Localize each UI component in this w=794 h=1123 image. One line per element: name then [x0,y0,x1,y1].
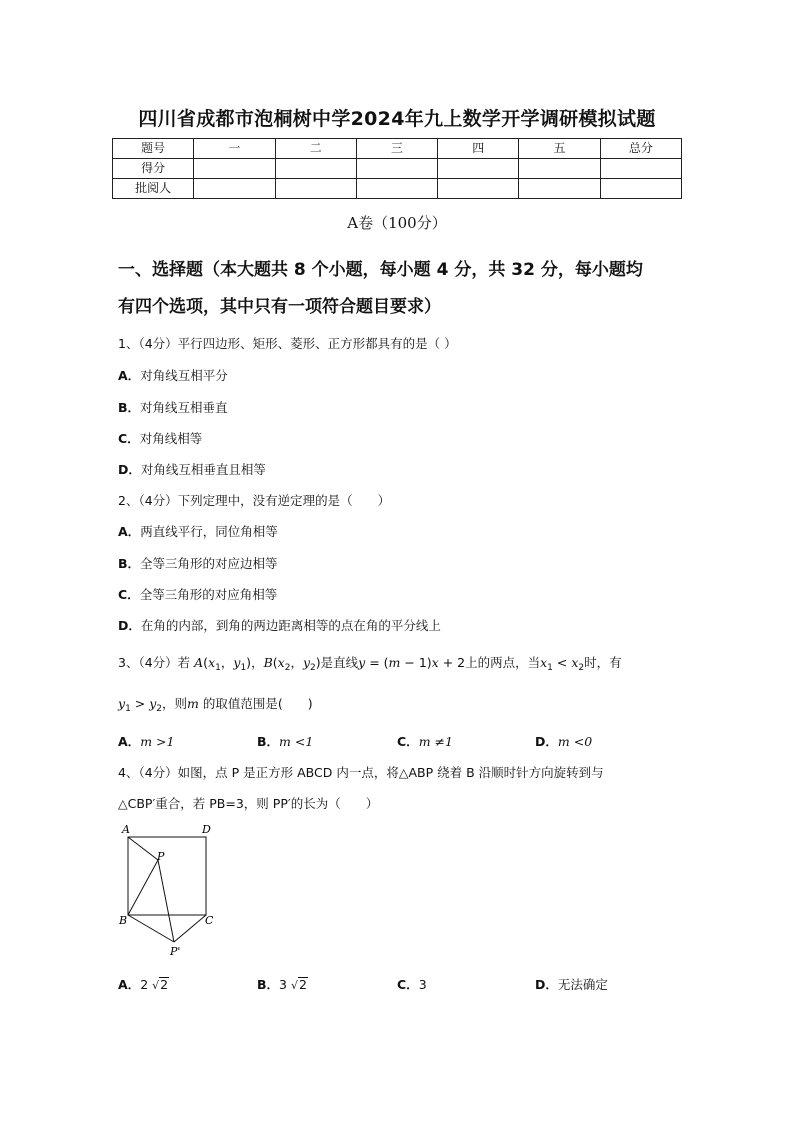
segment-bp-prime [128,915,174,942]
q3-text-when: 时，有 [584,655,622,670]
q2-option-c[interactable] [118,585,277,603]
score-cell[interactable] [194,159,275,179]
header-cell: 三 [356,139,437,159]
score-table [112,138,682,199]
header-cell: 总分 [600,139,681,159]
q3-option-c[interactable] [397,732,453,750]
square-abcd [128,837,206,915]
sqrt-argument: 2 [298,977,307,992]
q2-option-b[interactable] [118,554,278,572]
q2-stem: 2、（4分）下列定理中，没有逆定理的是（ ） [118,493,391,508]
option-letter: A． [118,977,141,992]
option-letter: D． [118,618,141,633]
option-letter: C． [118,431,140,446]
option-text: 对角线相等 [139,431,203,446]
sqrt-symbol: √ [152,979,160,992]
grader-cell[interactable] [600,179,681,199]
option-letter: C． [397,977,419,992]
label-p: P [157,850,165,863]
square-rotation-figure [112,818,232,958]
q4-option-a[interactable] [118,975,169,993]
grader-cell[interactable] [356,179,437,199]
grader-row-label: 批阅人 [113,179,194,199]
header-cell: 题号 [113,139,194,159]
score-cell[interactable] [356,159,437,179]
q4-stem-line2: △CBP′重合，若 PB=3，则 PP′的长为（ ） [118,796,379,811]
sqrt-symbol: √ [290,979,298,992]
segment-pp-prime [158,860,174,942]
section-heading-line2: 有四个选项，其中只有一项符合题目要求） [118,297,441,317]
option-letter: B． [118,556,141,571]
option-text: m ≠1 [418,734,453,749]
grader-cell[interactable] [519,179,600,199]
grader-cell[interactable] [275,179,356,199]
option-text: 在角的内部，到角的两边距离相等的点在角的平分线上 [140,618,441,633]
q4-option-b[interactable] [257,975,308,993]
section-a-title: A卷（100分） [347,214,447,232]
q1-option-a[interactable] [118,366,228,384]
q3-point-a: A [194,655,204,670]
score-table-header-row [113,139,682,159]
option-text: m <1 [279,734,314,749]
option-text: 无法确定 [557,977,608,992]
option-text: 对角线互相垂直且相等 [140,462,266,477]
q3-stem-line2: $y_1 > y_2$，则m 的取值范围是( ) [118,696,313,714]
q3-option-d[interactable] [535,732,592,750]
option-letter: D． [535,977,558,992]
exam-title: 四川省成都市泡桐树中学2024年九上数学开学调研模拟试题 [138,108,656,130]
option-text: 3 [279,977,287,992]
segment-cp-prime [174,915,206,942]
option-letter: B． [257,734,280,749]
option-text: 对角线互相垂直 [140,400,228,415]
option-text: 2 [140,977,149,992]
grader-row [113,179,682,199]
q3-text-points: 上的两点，当 [465,655,541,670]
option-text: 全等三角形的对应边相等 [140,556,278,571]
header-cell: 二 [275,139,356,159]
q1-option-c[interactable] [118,429,202,447]
grader-cell[interactable] [194,179,275,199]
q3-separator: ， [251,655,264,670]
q3-point-b: B [263,655,273,670]
option-letter: C． [397,734,419,749]
q3-option-b[interactable] [257,732,313,750]
score-cell[interactable] [275,159,356,179]
q2-option-a[interactable] [118,522,278,540]
option-text: m <0 [557,734,593,749]
option-letter: D． [118,462,141,477]
label-b: B [119,914,128,927]
q1-stem: 1、（4分）平行四边形、矩形、菱形、正方形都具有的是（ ） [118,336,457,351]
label-p-prime: P' [170,945,181,958]
option-letter: C． [118,587,140,602]
label-d: D [202,823,211,836]
grader-cell[interactable] [438,179,519,199]
option-text: 全等三角形的对应角相等 [139,587,278,602]
q1-option-b[interactable] [118,398,228,416]
q2-option-d[interactable] [118,616,441,634]
header-cell: 四 [438,139,519,159]
segment-ap [128,837,158,860]
score-row [113,159,682,179]
header-cell: 一 [194,139,275,159]
score-cell[interactable] [519,159,600,179]
sqrt-argument: 2 [160,977,169,992]
q3-text-line: 是直线 [320,655,359,670]
q3-text-then: ，则 [162,696,188,711]
header-cell: 五 [519,139,600,159]
option-letter: B． [257,977,280,992]
label-a: A [122,823,130,836]
option-letter: B． [118,400,141,415]
option-text: m >1 [140,734,175,749]
segment-pb [128,860,158,915]
section-heading-line1: 一、选择题（本大题共 8 个小题，每小题 4 分，共 32 分，每小题均 [118,260,643,280]
q4-option-c[interactable] [397,975,427,993]
label-c: C [205,914,214,927]
option-letter: A． [118,524,141,539]
option-text: 对角线互相平分 [140,368,228,383]
q3-option-a[interactable] [118,732,174,750]
option-letter: A． [118,368,141,383]
q3-line-equation: y [358,655,366,670]
option-letter: A． [118,734,141,749]
q4-stem-line1: 4、（4分）如图，点 P 是正方形 ABCD 内一点，将△ABP 绕着 B 沿顺时针方向旋转到与 [118,765,604,780]
option-text: 3 [418,977,427,992]
q3-stem-line1: 3、（4分）若 $A(x_1$，$y_1$)，$B(x_2$，$y_2$)是直线y = (m − 1)x + 2上的两点，当$x_1 < x_2$时，有 [118,655,622,673]
q3-prefix: 3、（4分）若 [118,655,191,670]
q3-text-range: 的取值范围是( ) [202,696,313,711]
score-cell[interactable] [600,159,681,179]
option-letter: D． [535,734,558,749]
q1-option-d[interactable] [118,460,266,478]
score-row-label: 得分 [113,159,194,179]
score-cell[interactable] [438,159,519,179]
option-text: 两直线平行，同位角相等 [140,524,278,539]
q4-option-d[interactable] [535,975,608,993]
